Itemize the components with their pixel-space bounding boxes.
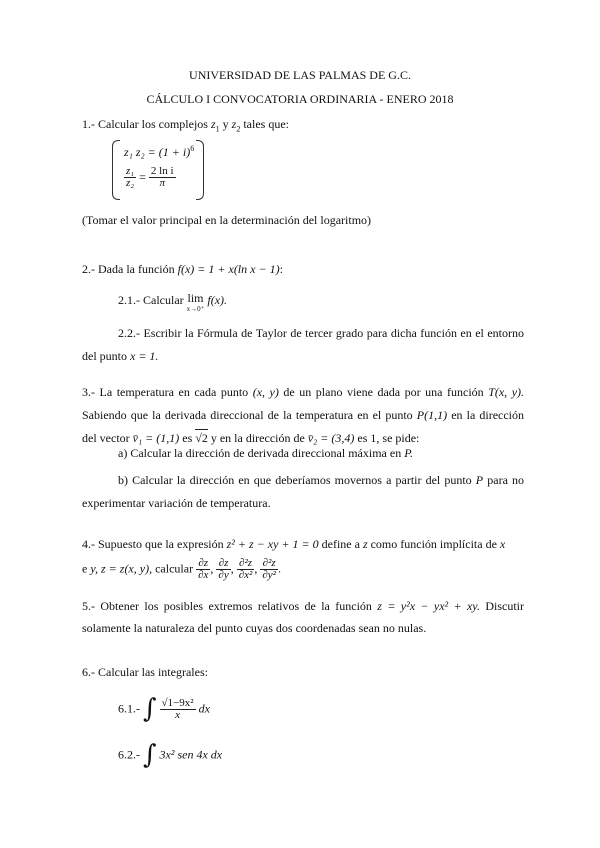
university-title: UNIVERSIDAD DE LAS PALMAS DE G.C. bbox=[189, 68, 411, 82]
q3-part-b: b) Calcular la dirección en que deberíamos movernos a partir del punto P para no experimentar variación de temperatura. bbox=[82, 473, 525, 510]
q4-line1: 4.- Supuesto que la expresión z² + z − xy + 1 = 0 define a z como función implícita de x bbox=[82, 537, 506, 551]
q1-eq1: z₁ $z_2 = (1 + i)^6$ bbox=[124, 144, 195, 159]
right-brace bbox=[196, 140, 204, 200]
q1-eq2: $\frac{\text{z₁}}{\text{z₂}}$ = $\frac{\text{2 ln i}}{\pi}$ bbox=[126, 165, 174, 189]
q3-statement: 3.- La temperatura en cada punto (x, y) de un plano viene dada por una función T(x, y). Sabiendo que la derivada direccional de la temperatura en el punto P(1,1) en la dirección del vector v̄₁ = (1,1) es √2 y en la dirección de v̄₂ = (3,4) es 1, se pide: bbox=[82, 385, 525, 445]
q5-statement: 5.- Obtener los posibles extremos relativos de la función z = y²x − yx² + xy. Discutir solamente la naturaleza del punto cuyas dos coordenadas sean no nulas. bbox=[82, 599, 525, 635]
left-brace bbox=[112, 140, 120, 200]
q4-line2: e y, z = z(x, y), calcular $\frac{\partial z}{\partial x}$ , $\frac{\partial z}{\partial y}$ , $\frac{\text{∂²z}}{\text{∂x²}}$ , $\frac{\text{∂²z}}{\text{∂y²}}$ . bbox=[82, 557, 281, 581]
q1-equation-system bbox=[112, 140, 204, 198]
derivative-dz-dx: $\frac{\partial z}{\partial x}$ bbox=[198, 557, 209, 581]
exam-title: CÁLCULO I CONVOCATORIA ORDINARIA - ENERO 2018 bbox=[146, 92, 454, 106]
q1-statement: 1.- Calcular los complejos $z_1$ y $z_2$ tales que: bbox=[82, 117, 289, 134]
derivative-d2z-dx2: $\frac{\text{∂²z}}{\text{∂x²}}$ bbox=[238, 557, 253, 581]
q6-statement: 6.- Calcular las integrales: bbox=[82, 665, 208, 679]
q2-statement: 2.- Dada la función f(x) = 1 + x(ln x − 1): bbox=[82, 262, 283, 276]
derivative-d2z-dy2: $\frac{\text{∂²z}}{\text{∂y²}}$ bbox=[262, 557, 276, 581]
q6-integral-1: 6.1.- ∫ $\frac{\text{√1−9x²}}{x}$ dx bbox=[118, 694, 210, 724]
q3-part-a: a) Calcular la dirección de derivada direccional máxima en P. bbox=[118, 446, 413, 460]
q6-integral-2: 6.2.- ∫ 3x² sen 4x dx bbox=[118, 740, 223, 770]
derivative-dz-dy: $\frac{\partial z}{\partial y}$ bbox=[218, 557, 229, 581]
q1-note: (Tomar el valor principal en la determinación del logaritmo) bbox=[82, 213, 372, 227]
q2-part2: 2.2.- Escribir la Fórmula de Taylor de tercer grado para dicha función en el entorno del punto x = 1. bbox=[82, 326, 524, 363]
q2-part1: 2.1.- Calcular lim x→0⁺ f(x). bbox=[118, 291, 228, 313]
